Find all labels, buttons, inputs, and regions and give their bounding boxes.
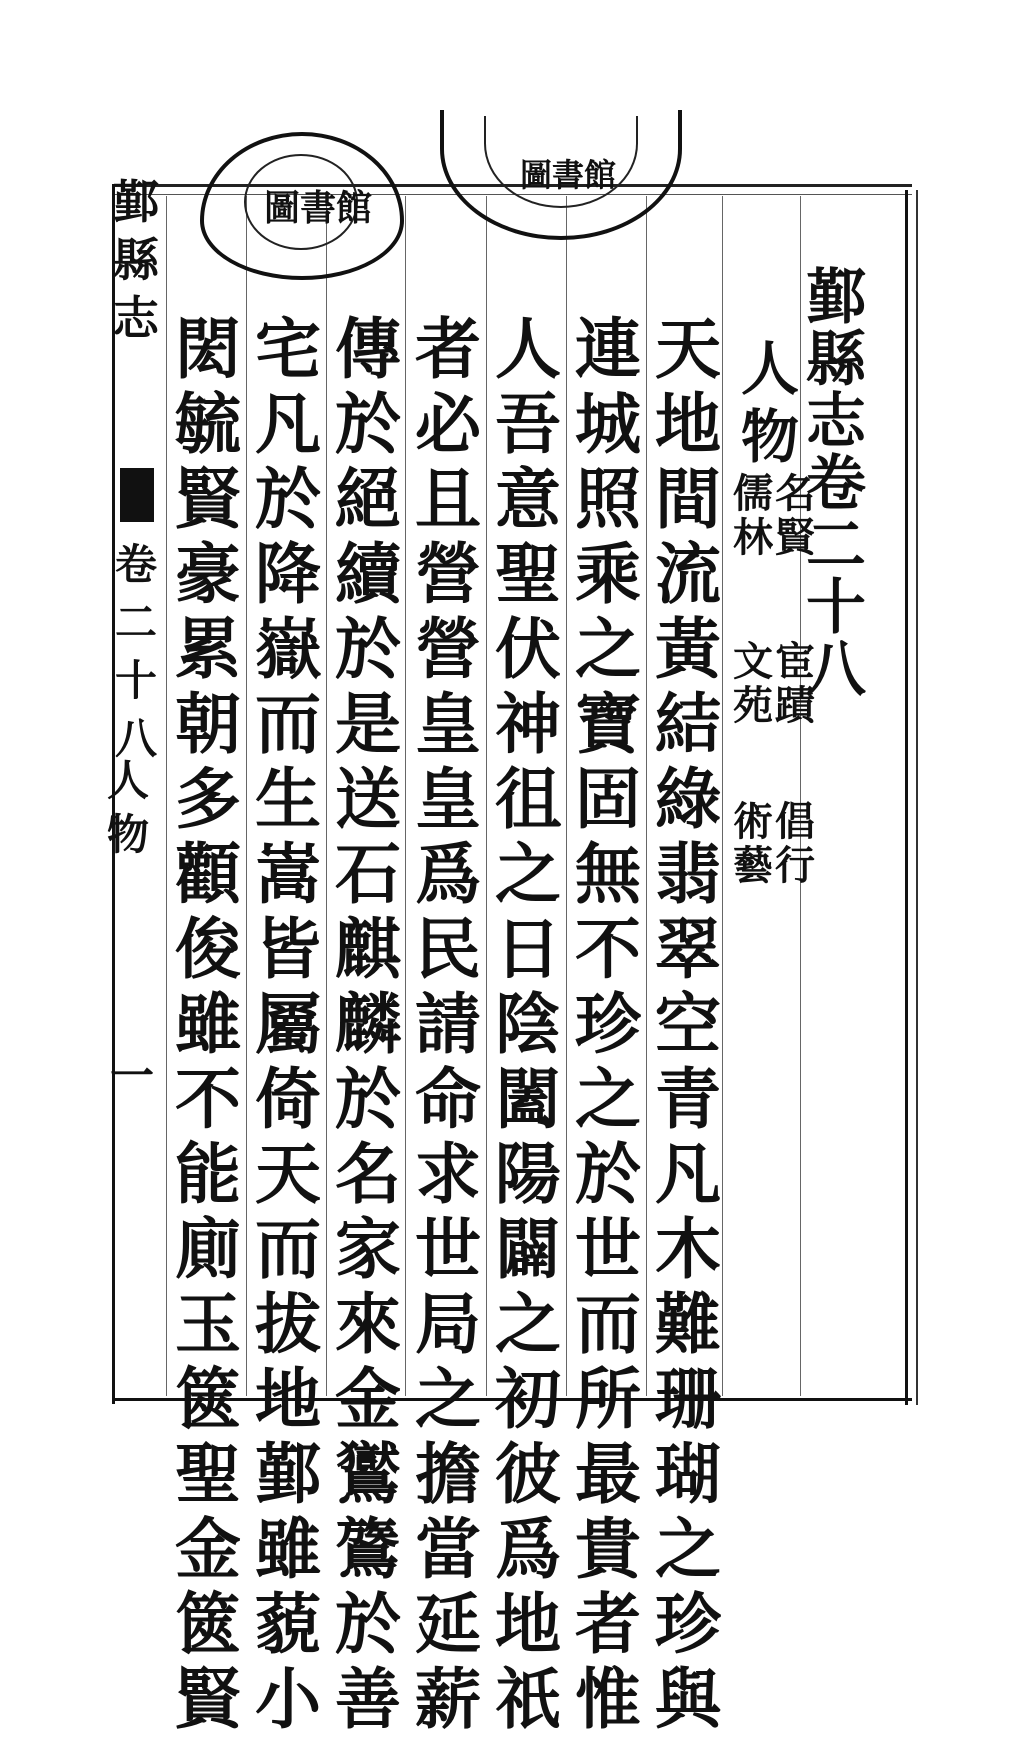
text-char: 能 (175, 1135, 241, 1213)
category-char: 賢 (775, 514, 815, 561)
margin-volume (110, 532, 162, 764)
text-char: 難 (655, 1285, 721, 1363)
text-char: 瑚 (655, 1435, 721, 1513)
text-char: 是 (335, 685, 401, 763)
category-char: 文 (733, 638, 773, 685)
page-frame-right (905, 190, 918, 1405)
text-char: 空 (655, 985, 721, 1063)
text-char: 顴 (175, 835, 241, 913)
text-char: 營 (415, 610, 481, 688)
text-char: 擔 (415, 1435, 481, 1513)
text-char: 金 (175, 1510, 241, 1588)
text-char: 麟 (335, 985, 401, 1063)
page-number: 一 (110, 1051, 154, 1102)
margin-char: 鄞 (113, 175, 159, 229)
title-char: 二 (806, 511, 866, 581)
text-char: 請 (415, 985, 481, 1063)
margin-char: 十 (114, 656, 157, 705)
text-char: 雖 (255, 1510, 321, 1588)
margin-char: 八 (114, 714, 157, 763)
column-rule (566, 196, 567, 1396)
section-char: 人 (740, 335, 799, 403)
text-char: 嵩 (255, 835, 321, 913)
text-char: 於 (575, 1135, 641, 1213)
category-char: 倡 (775, 798, 815, 845)
text-char: 不 (575, 910, 641, 988)
column-rule (405, 196, 406, 1396)
text-char: 於 (335, 1585, 401, 1663)
category-col-right-3 (772, 790, 818, 889)
text-char: 名 (335, 1135, 401, 1213)
text-column-7 (171, 310, 245, 1741)
text-char: 屬 (255, 985, 321, 1063)
text-char: 之 (655, 1510, 721, 1588)
text-char: 送 (335, 760, 401, 838)
text-char: 連 (575, 310, 641, 388)
text-char: 吾 (495, 385, 561, 463)
margin-char: 二 (114, 598, 157, 647)
category-char: 林 (733, 514, 773, 561)
text-char: 於 (335, 385, 401, 463)
text-char: 之 (575, 1060, 641, 1138)
text-char: 初 (495, 1360, 561, 1438)
text-char: 流 (655, 535, 721, 613)
text-char: 豪 (175, 535, 241, 613)
section-char: 物 (740, 403, 799, 471)
column-rule (166, 196, 167, 1396)
text-char: 降 (255, 535, 321, 613)
category-char: 藝 (733, 842, 773, 889)
title-char: 志 (806, 387, 866, 457)
column-rule (486, 196, 487, 1396)
margin-char: 志 (113, 291, 159, 345)
margin-section (102, 748, 154, 859)
text-char: 命 (415, 1060, 481, 1138)
text-char: 雖 (175, 985, 241, 1063)
text-char: 爲 (495, 1510, 561, 1588)
text-char: 於 (335, 610, 401, 688)
text-char: 青 (655, 1060, 721, 1138)
text-char: 珊 (655, 1360, 721, 1438)
text-char: 於 (255, 460, 321, 538)
text-char: 天 (255, 1135, 321, 1213)
text-char: 意 (495, 460, 561, 538)
title-char: 縣 (806, 325, 866, 395)
text-char: 祇 (495, 1660, 561, 1738)
text-char: 之 (415, 1360, 481, 1438)
text-char: 俊 (175, 910, 241, 988)
text-char: 薪 (415, 1660, 481, 1738)
category-char: 名 (775, 470, 815, 517)
text-char: 地 (255, 1360, 321, 1438)
text-char: 多 (175, 760, 241, 838)
category-char: 術 (733, 798, 773, 845)
text-char: 世 (575, 1210, 641, 1288)
text-char: 篋 (175, 1360, 241, 1438)
category-char: 蹟 (775, 682, 815, 729)
text-char: 宅 (255, 310, 321, 388)
text-char: 結 (655, 685, 721, 763)
text-char: 生 (255, 760, 321, 838)
text-char: 木 (655, 1210, 721, 1288)
text-char: 之 (495, 835, 561, 913)
text-char: 照 (575, 460, 641, 538)
library-seal-left (200, 132, 404, 280)
text-char: 所 (575, 1360, 641, 1438)
text-char: 珍 (655, 1585, 721, 1663)
text-column-5 (331, 310, 405, 1741)
text-char: 陰 (495, 985, 561, 1063)
category-col-left-1 (730, 462, 776, 561)
text-char: 皇 (415, 685, 481, 763)
text-char: 且 (415, 460, 481, 538)
text-char: 間 (655, 460, 721, 538)
text-column-1 (651, 310, 725, 1741)
text-char: 小 (255, 1660, 321, 1738)
text-char: 凡 (255, 385, 321, 463)
text-char: 局 (415, 1285, 481, 1363)
text-char: 賢 (175, 1660, 241, 1738)
title-char: 十 (806, 573, 866, 643)
text-char: 乘 (575, 535, 641, 613)
seal-text: 圖書館 (520, 156, 617, 194)
text-char: 麒 (335, 910, 401, 988)
category-col-left-2 (730, 630, 776, 729)
text-char: 鄞 (255, 1435, 321, 1513)
margin-book-title (110, 166, 162, 345)
fishtail-mark (120, 468, 154, 522)
text-char: 最 (575, 1435, 641, 1513)
text-char: 天 (655, 310, 721, 388)
text-char: 當 (415, 1510, 481, 1588)
text-char: 者 (415, 310, 481, 388)
text-char: 神 (495, 685, 561, 763)
text-char: 拔 (255, 1285, 321, 1363)
seal-text: 圖書館 (264, 187, 373, 229)
text-char: 者 (575, 1585, 641, 1663)
title-char: 鄞 (806, 263, 866, 333)
text-char: 藐 (255, 1585, 321, 1663)
text-char: 而 (255, 1210, 321, 1288)
text-char: 世 (415, 1210, 481, 1288)
text-char: 倚 (255, 1060, 321, 1138)
text-char: 毓 (175, 385, 241, 463)
margin-char: 縣 (113, 233, 159, 287)
margin-char: 卷 (114, 540, 157, 589)
text-char: 賢 (175, 460, 241, 538)
text-char: 篋 (175, 1585, 241, 1663)
title-char: 卷 (806, 449, 866, 519)
category-char: 宦 (775, 638, 815, 685)
category-char: 苑 (733, 682, 773, 729)
category-col-right-1 (772, 462, 818, 561)
text-char: 彼 (495, 1435, 561, 1513)
text-column-3 (491, 310, 565, 1741)
text-char: 而 (255, 685, 321, 763)
text-char: 皇 (415, 760, 481, 838)
text-char: 闔 (495, 1060, 561, 1138)
text-char: 寶 (575, 685, 641, 763)
text-char: 凡 (655, 1135, 721, 1213)
text-char: 翡 (655, 835, 721, 913)
text-char: 嶽 (255, 610, 321, 688)
text-char: 金 (335, 1360, 401, 1438)
text-char: 石 (335, 835, 401, 913)
category-col-right-2 (772, 630, 818, 729)
text-column-4 (411, 310, 485, 1741)
text-char: 聖 (175, 1435, 241, 1513)
text-char: 廁 (175, 1210, 241, 1288)
text-char: 綠 (655, 760, 721, 838)
text-char: 來 (335, 1285, 401, 1363)
text-char: 民 (415, 910, 481, 988)
category-col-left-3 (730, 790, 776, 889)
text-char: 必 (415, 385, 481, 463)
text-char: 鸑 (335, 1435, 401, 1513)
text-char: 惟 (575, 1660, 641, 1738)
text-char: 陽 (495, 1135, 561, 1213)
text-char: 絕 (335, 460, 401, 538)
text-char: 日 (495, 910, 561, 988)
text-char: 於 (335, 1060, 401, 1138)
text-char: 無 (575, 835, 641, 913)
text-char: 而 (575, 1285, 641, 1363)
text-char: 閎 (175, 310, 241, 388)
text-char: 延 (415, 1585, 481, 1663)
category-char: 行 (775, 842, 815, 889)
margin-char: 物 (106, 810, 149, 859)
column-rule (246, 196, 247, 1396)
text-char: 地 (655, 385, 721, 463)
text-char: 翠 (655, 910, 721, 988)
text-char: 玉 (175, 1285, 241, 1363)
text-char: 與 (655, 1660, 721, 1738)
text-char: 皆 (255, 910, 321, 988)
text-char: 家 (335, 1210, 401, 1288)
text-char: 求 (415, 1135, 481, 1213)
column-rule (646, 196, 647, 1396)
section-heading (738, 322, 802, 471)
text-char: 續 (335, 535, 401, 613)
text-char: 累 (175, 610, 241, 688)
text-char: 黃 (655, 610, 721, 688)
text-char: 聖 (495, 535, 561, 613)
text-char: 營 (415, 535, 481, 613)
text-char: 之 (495, 1285, 561, 1363)
margin-char: 人 (106, 756, 149, 805)
text-char: 爲 (415, 835, 481, 913)
text-char: 鷟 (335, 1510, 401, 1588)
text-char: 之 (575, 610, 641, 688)
text-char: 人 (495, 310, 561, 388)
text-char: 徂 (495, 760, 561, 838)
text-char: 伏 (495, 610, 561, 688)
text-char: 地 (495, 1585, 561, 1663)
text-char: 貴 (575, 1510, 641, 1588)
text-char: 傳 (335, 310, 401, 388)
text-char: 朝 (175, 685, 241, 763)
text-char: 珍 (575, 985, 641, 1063)
text-char: 闢 (495, 1210, 561, 1288)
text-char: 固 (575, 760, 641, 838)
title-char: 八 (806, 635, 866, 705)
text-column-6 (251, 310, 325, 1741)
text-char: 城 (575, 385, 641, 463)
text-char: 不 (175, 1060, 241, 1138)
category-char: 儒 (733, 470, 773, 517)
column-rule (326, 196, 327, 1396)
text-column-2 (571, 310, 645, 1741)
text-char: 善 (335, 1660, 401, 1738)
